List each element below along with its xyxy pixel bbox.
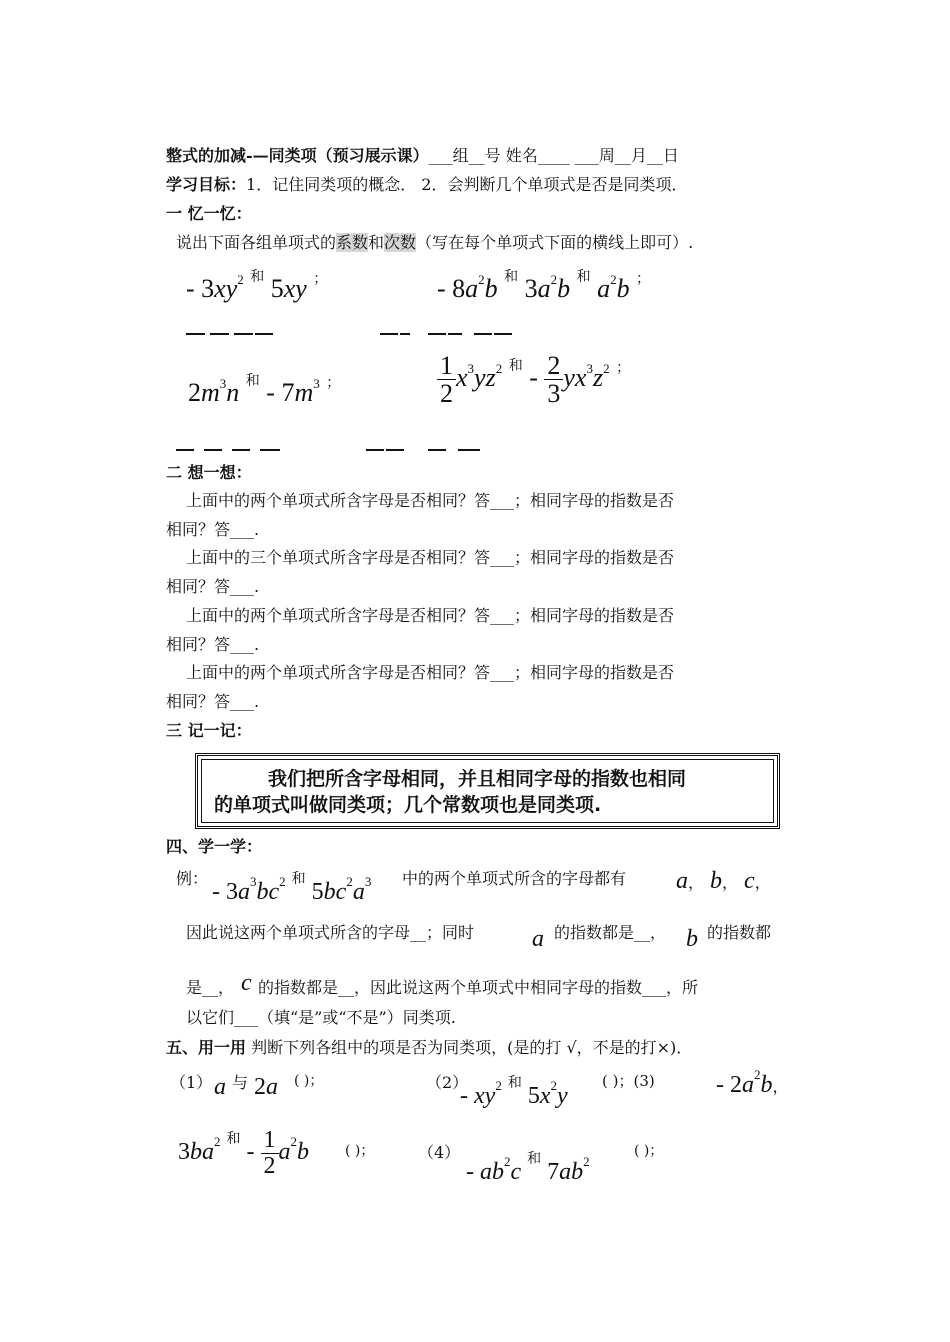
learning-goals	[166, 172, 687, 195]
answer-blank	[428, 449, 446, 451]
definition-line-2: 的单项式叫做同类项；几个常数项也是同类项.	[214, 794, 602, 816]
and-label: 和	[507, 1076, 522, 1091]
comma: ，	[754, 875, 771, 892]
semicolon: ；	[326, 376, 341, 391]
section-5-line	[166, 1035, 692, 1058]
header-line	[166, 143, 679, 166]
worksheet-title: 整式的加减-—同类项（预习展示课）	[166, 146, 429, 165]
example-line-3a: 是__，	[186, 978, 235, 997]
var-a: a	[532, 926, 544, 952]
example-letters: a， b， c，	[676, 868, 771, 894]
comma: ，	[772, 1079, 789, 1096]
example-monomials: - $3a^3bc^2$ $^和$ $5bc^2a^3$	[212, 872, 372, 905]
question-line: 相同？答___.	[166, 577, 260, 596]
answer-blank	[260, 449, 280, 451]
semicolon: ；	[313, 272, 328, 287]
item-4-expr: - $ab^2c$ $^和$ $7ab^2$	[466, 1152, 590, 1185]
item-2-label: （2）	[426, 1073, 469, 1092]
and-label: 和	[291, 872, 306, 887]
comma: ，	[722, 875, 739, 892]
degree-highlight: 次数	[384, 233, 417, 252]
goals-label: 学习目标：	[166, 175, 247, 194]
and-label: 和	[576, 270, 591, 285]
item-4-label: （4）	[418, 1143, 461, 1162]
question-line: 上面中的两个单项式所含字母是否相同？答___；相同字母的指数是否	[186, 491, 675, 510]
monomial-group-4: $\frac{1}{2}$ $x^3yz^2$ $^和$ - $\frac{2}{3}$ $yx^3z^2$ ；	[437, 352, 630, 408]
answer-blank	[210, 333, 229, 335]
and-label: 和	[527, 1152, 542, 1167]
answer-blank	[366, 449, 384, 451]
example-line-3b: 的指数都是__，因此说这两个单项式中相同字母的指数___，所	[258, 978, 699, 997]
section-5-instruction: 判断下列各组中的项是否为同类项，(是的打 √，不是的打×)．	[251, 1038, 693, 1057]
question-line: 上面中的两个单项式所含字母是否相同？答___；相同字母的指数是否	[186, 663, 675, 682]
section-1-intro	[176, 230, 693, 253]
intro-text: 说出下面各组单项式的	[176, 233, 337, 252]
section-4-heading: 四、学一学：	[166, 837, 263, 856]
answer-blank	[176, 449, 194, 451]
answer-blank	[380, 333, 398, 335]
answer-blank	[386, 449, 404, 451]
intro-tail: （写在每个单项式下面的横线上即可）.	[416, 233, 694, 252]
item-1-expr: a $^与$ 2a	[214, 1074, 279, 1100]
and-label: 和	[250, 270, 265, 285]
semicolon: ；	[636, 272, 651, 287]
answer-blank	[234, 333, 253, 335]
var-b: b	[686, 926, 698, 952]
example-text: 中的两个单项式所含的字母都有	[402, 869, 627, 888]
answer-blank	[255, 333, 273, 335]
answer-blank	[494, 333, 512, 335]
with-label: 与	[232, 1075, 249, 1092]
example-label: 例：	[176, 869, 209, 888]
item-3-expr-a: - $2a^2b$，	[716, 1067, 789, 1098]
item-1-answer: ( )；	[294, 1073, 324, 1089]
section-2-heading: 二 想一想：	[166, 463, 252, 482]
answer-blank	[448, 333, 462, 335]
definition-line-1: 我们把所含字母相同，并且相同字母的指数也相同	[268, 768, 687, 790]
question-line: 相同？答___.	[166, 692, 260, 711]
item-1-label: （1）	[170, 1073, 213, 1092]
answer-blank	[428, 333, 446, 335]
question-line: 相同？答___.	[166, 635, 260, 654]
answer-blank	[232, 449, 250, 451]
answer-blank	[400, 333, 410, 335]
monomial-group-1: - $3xy^2$ $^和$ 5xy ；	[186, 270, 328, 303]
section-3-heading: 三 记一记：	[166, 721, 252, 740]
and-label: 和	[508, 358, 523, 374]
item-3-answer: ( )；	[345, 1143, 375, 1159]
comma: ，	[688, 875, 705, 892]
and-label: 和	[245, 374, 260, 389]
example-line-2b: 的指数都是__，	[554, 923, 667, 942]
item-4-answer: ( )；	[634, 1143, 664, 1159]
item-2-answer: ( )；(3)	[602, 1072, 655, 1090]
header-fields: ___组__号 姓名____ ___周__月__日	[428, 146, 679, 165]
question-line: 相同？答___.	[166, 520, 260, 539]
monomial-group-3: $2m^3n$ $^和 - 7m^3$ ；	[188, 374, 341, 407]
goals-text: 1．记住同类项的概念． 2．会判断几个单项式是否是同类项．	[246, 175, 688, 194]
question-line: 上面中的三个单项式所含字母是否相同？答___；相同字母的指数是否	[186, 548, 675, 567]
example-line-2a: 因此说这两个单项式所含的字母__；同时	[186, 923, 475, 942]
var-c: c	[241, 970, 252, 996]
item-3-expr-b: $3ba^2$ $^和$ - $\frac{1}{2}$ $a^2b$	[178, 1127, 309, 1180]
semicolon: ；	[616, 360, 631, 376]
and-label: 和	[226, 1132, 241, 1148]
item-2-expr: - $xy^2$ $^和$ $5x^2y$	[460, 1076, 568, 1109]
section-1-heading: 一 忆一忆：	[166, 204, 252, 223]
monomial-group-2: - $8a^2b$ $^和$ $3a^2b$ $^和$ $a^2b$ ；	[437, 270, 651, 303]
answer-blank	[186, 333, 205, 335]
answer-blank	[458, 449, 480, 451]
example-line-2c: 的指数都	[707, 923, 772, 942]
answer-blank	[474, 333, 492, 335]
question-line: 上面中的两个单项式所含字母是否相同？答___；相同字母的指数是否	[186, 606, 675, 625]
intro-and: 和	[368, 233, 385, 252]
and-label: 和	[504, 270, 519, 285]
answer-blank	[204, 449, 222, 451]
example-line-4: 以它们___（填“是”或“不是”）同类项.	[186, 1008, 456, 1027]
section-5-heading: 五、用一用	[166, 1038, 247, 1057]
coefficient-highlight: 系数	[336, 233, 369, 252]
